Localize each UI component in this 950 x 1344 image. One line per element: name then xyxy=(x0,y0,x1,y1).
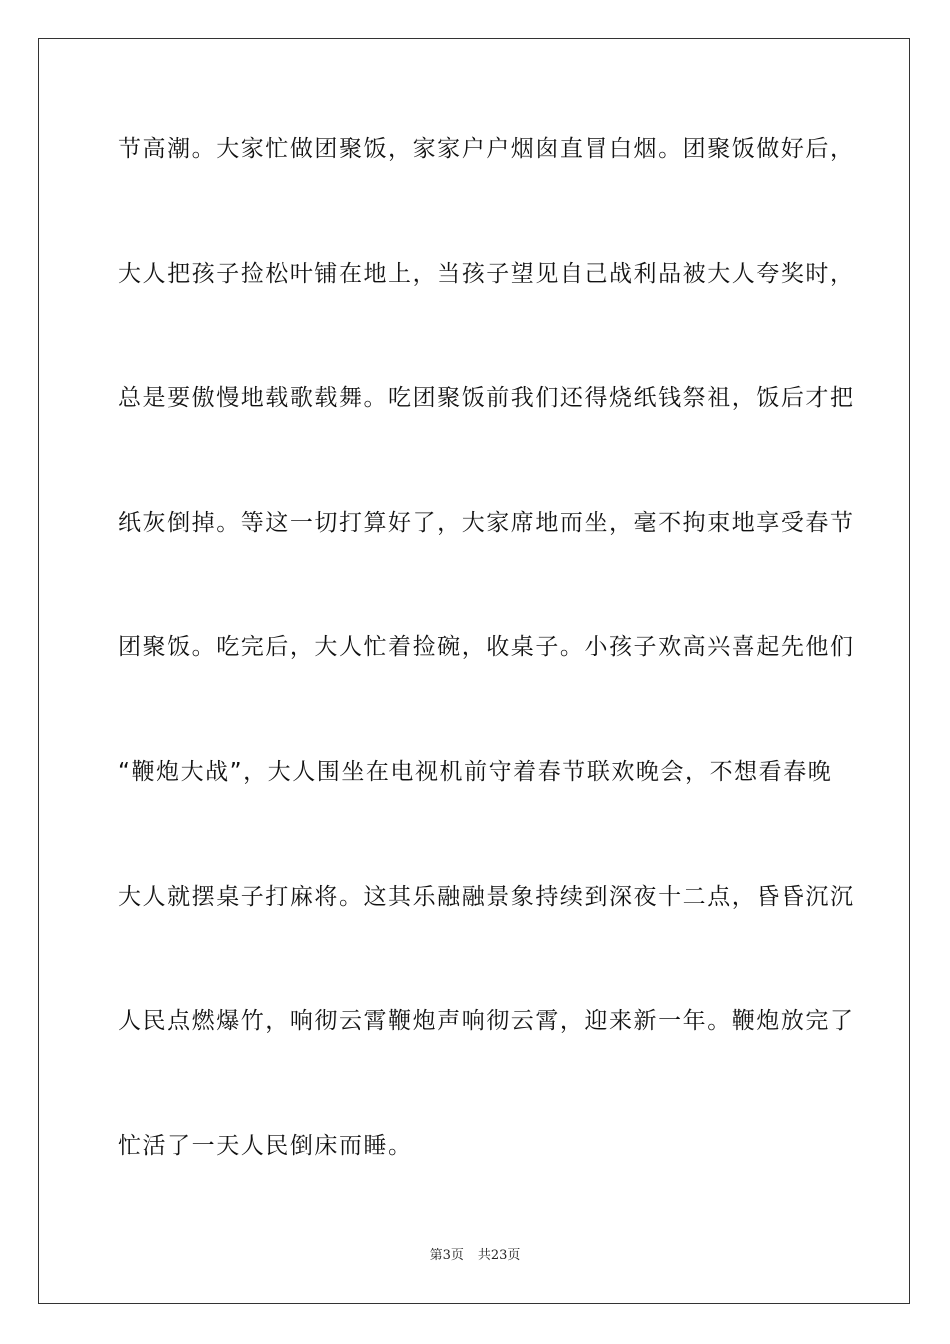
text-line: “鞭炮大战”，大人围坐在电视机前守着春节联欢晚会，不想看春晚 xyxy=(118,759,833,785)
text-line: 大人就摆桌子打麻将。这其乐融融景象持续到深夜十二点，昏昏沉沉 xyxy=(118,884,855,910)
text-line: 纸灰倒掉。等这一切打算好了，大家席地而坐，毫不拘束地享受春节 xyxy=(118,510,855,536)
text-line: 团聚饭。吃完后，大人忙着捡碗，收桌子。小孩子欢高兴喜起先他们 xyxy=(118,634,855,660)
total-pages: 共23页 xyxy=(477,1248,521,1263)
page-footer xyxy=(0,1247,950,1265)
text-line: 节高潮。大家忙做团聚饭，家家户户烟囱直冒白烟。团聚饭做好后， xyxy=(118,136,855,162)
text-line: 人民点燃爆竹，响彻云霄鞭炮声响彻云霄，迎来新一年。鞭炮放完了 xyxy=(118,1008,855,1034)
page-border xyxy=(38,38,910,1304)
text-line: 总是要傲慢地载歌载舞。吃团聚饭前我们还得烧纸钱祭祖，饭后才把 xyxy=(118,385,855,411)
text-line: 忙活了一天人民倒床而睡。 xyxy=(118,1133,413,1159)
text-line: 大人把孩子捡松叶铺在地上，当孩子望见自己战利品被大人夸奖时， xyxy=(118,261,855,287)
page-number: 第3页 xyxy=(429,1248,464,1263)
